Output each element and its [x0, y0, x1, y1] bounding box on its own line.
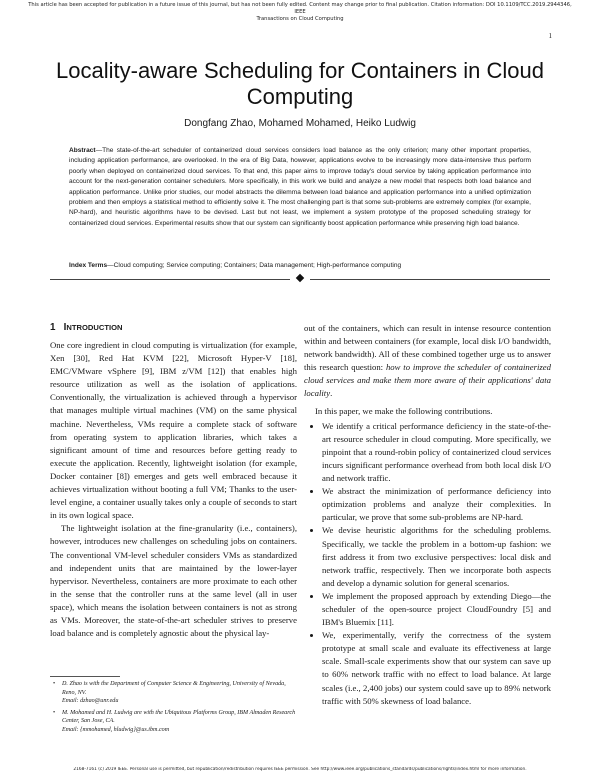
- page-number: 1: [548, 32, 552, 40]
- footnote-rule: [50, 676, 120, 677]
- paragraph: The lightweight isolation at the fine-granularity (i.e., containers), however, introduces new challenges on scheduling jobs on containers. The conventional VM-level scheduler considers VMs as standardized and independent units that are maintained by the lower-layer hypervisor. Nevertheless, containers are more proximate to each other in the sense that the controller runs at the same level (all in user space), which means the isolation between containers is not as strong as VMs. Moreover, the state-of-the-art scheduler strives to preserve load balance and is completely agnostic about the physical lay-: [50, 523, 297, 639]
- left-column: [50, 339, 297, 640]
- list-item: • We implement the proposed approach by extending Diego—the scheduler of the open-source project CloudFoundry [5] and IBM's Bluemix [11].: [322, 590, 551, 629]
- section-heading: [50, 322, 122, 333]
- footnotes: [50, 680, 297, 738]
- paragraph: One core ingredient in cloud computing is virtualization (for example, Xen [30], Red Hat KVM [22], Microsoft Hyper-V [18], EMC/VMware vSphere [9], IBM z/VM [12]) that enables high resource utilization as well as the isolation of applications. Conventionally, the virtualization is achieved through a hypervisor that manages multiple virtual machines (VM) on the same physical machine. Nevertheless, VMs require a complete stack of software from operating system to application libraries, which takes a significant amount of time and resources before getting ready to execute the application. Recently, lightweight isolation (for example, Docker container [8]) emerges and gets well embraced because it achieves virtualization without booting a full VM; Thanks to the user-level engine, a container usually takes only a couple of seconds to start in its own logical space.: [50, 340, 297, 521]
- section-title-initial: I: [63, 322, 67, 333]
- intro-text: out of the containers, which can result in intense resource contention within and between containers (for example, local disk I/O bandwidth, network bandwidth). All of these combined together urge us to answer this research question:: [304, 323, 551, 373]
- separator-diamond-icon: [296, 274, 304, 282]
- right-column: [304, 322, 551, 708]
- footnote-item: [50, 680, 297, 706]
- footnote-text: • M. Mohamed and H. Ludwig are with the Ubiquitous Platforms Group, IBM Almaden Research Center, San Jose, CA.: [62, 709, 296, 725]
- list-item: • We abstract the minimization of performance deficiency into optimization problems and analyze their complexities. In particular, we prove that some sub-problems are NP-hard.: [322, 485, 551, 524]
- copyright-footer: 2168-7161 (c) 2019 IEEE. Personal use is permitted, but republication/redistribution requires IEEE permission. See http://www.ieee.org/publications_standards/publications/rights/index.html for more information.: [73, 767, 527, 772]
- list-item: • We devise heuristic algorithms for the scheduling problems. Specifically, we tackle the problem in a bottom-up fashion: we first address it from two exclusive perspectives: local disk and network traffic, respectively. Then we incorporate both aspects and develop a dynamic solution for general scenarios.: [322, 524, 551, 589]
- paragraph: [304, 322, 551, 401]
- header-line-2: Transactions on Cloud Computing: [256, 16, 344, 22]
- intro-end: .: [330, 388, 333, 399]
- footnote-item: [50, 709, 297, 735]
- abstract-label: Abstract: [69, 147, 96, 154]
- contribution-list: [304, 420, 551, 708]
- footnote-email: Email: {mmohamed, hludwig}@us.ibm.com: [62, 726, 170, 733]
- paper-title: Locality-aware Scheduling for Containers in Cloud Computing: [56, 58, 544, 109]
- list-item: • We identify a critical performance deficiency in the state-of-the-art resource scheduler in cloud computing. More specifically, we pinpoint that a round-robin policy of containerized cloud services incurs significant performance overhead from both local disk I/O and network traffic.: [322, 420, 551, 485]
- section-number: 1: [50, 322, 56, 333]
- index-terms-text: —Cloud computing; Service computing; Containers; Data management; High-performance computing: [107, 262, 402, 269]
- footnote-email: Email: dzhao@unr.edu: [62, 698, 119, 705]
- list-item: • We, experimentally, verify the correctness of the system prototype at small scale and evaluate its effectiveness at large scale. Small-scale experiments show that our system can save up to 60% network traffic with no effect to load balance. At large scales (i.e., 2,400 jobs) our system could save up to 89% network traffic with 50% skewness of load balance.: [322, 629, 551, 708]
- journal-header: [28, 2, 572, 23]
- footnote-text: • D. Zhao is with the Department of Computer Science & Engineering, University of Nevada, Reno, NV.: [62, 681, 286, 696]
- abstract-text: —The state-of-the-art scheduler of containerized cloud services considers load balance as the only criterion; many other important properties, including application performance, are overlooked. In the era of Big Data, however, applications evolve to be increasingly more data-intensive thus perform poorly when deployed on containerized cloud services. To that end, this paper aims to improve today's cloud service by taking application performance into account for the next-generation container schedulers. More specifically, in this work we build and analyze a new model that respects both load balance and application performance. Unlike prior studies, our model abstracts the dilemma between load balance and application performance into a unified optimization problem and then employs a statistical method to efficiently solve it. The most challenging part is that some sub-problems are extremely complex (for example, NP-hard), and heuristic algorithms have to be devised. Last but not least, we implement a system prototype of the proposed scheduling strategy for containerized cloud services. Experimental results show that our system can significantly boost application performance while preserving high load balance.: [69, 147, 531, 227]
- separator-rule-left: [50, 279, 290, 280]
- index-terms-label: Index Terms: [69, 262, 108, 269]
- header-line-1: This article has been accepted for publication in a future issue of this journal, but has not been fully edited. Content may change prior to final publication. Citation information: DOI 10.1109/TCC.2019.2944346, IEEE: [28, 2, 572, 15]
- paragraph: In this paper, we make the following contributions.: [315, 405, 493, 416]
- section-title-rest: NTRODUCTION: [66, 323, 123, 332]
- paper-authors: Dongfang Zhao, Mohamed Mohamed, Heiko Ludwig: [184, 118, 416, 129]
- separator-rule-right: [310, 279, 550, 280]
- index-terms: [69, 262, 531, 269]
- abstract: [69, 146, 531, 229]
- research-question: how to improve the scheduler of containerized cloud services and make them more aware of their applications' data locality: [304, 362, 551, 399]
